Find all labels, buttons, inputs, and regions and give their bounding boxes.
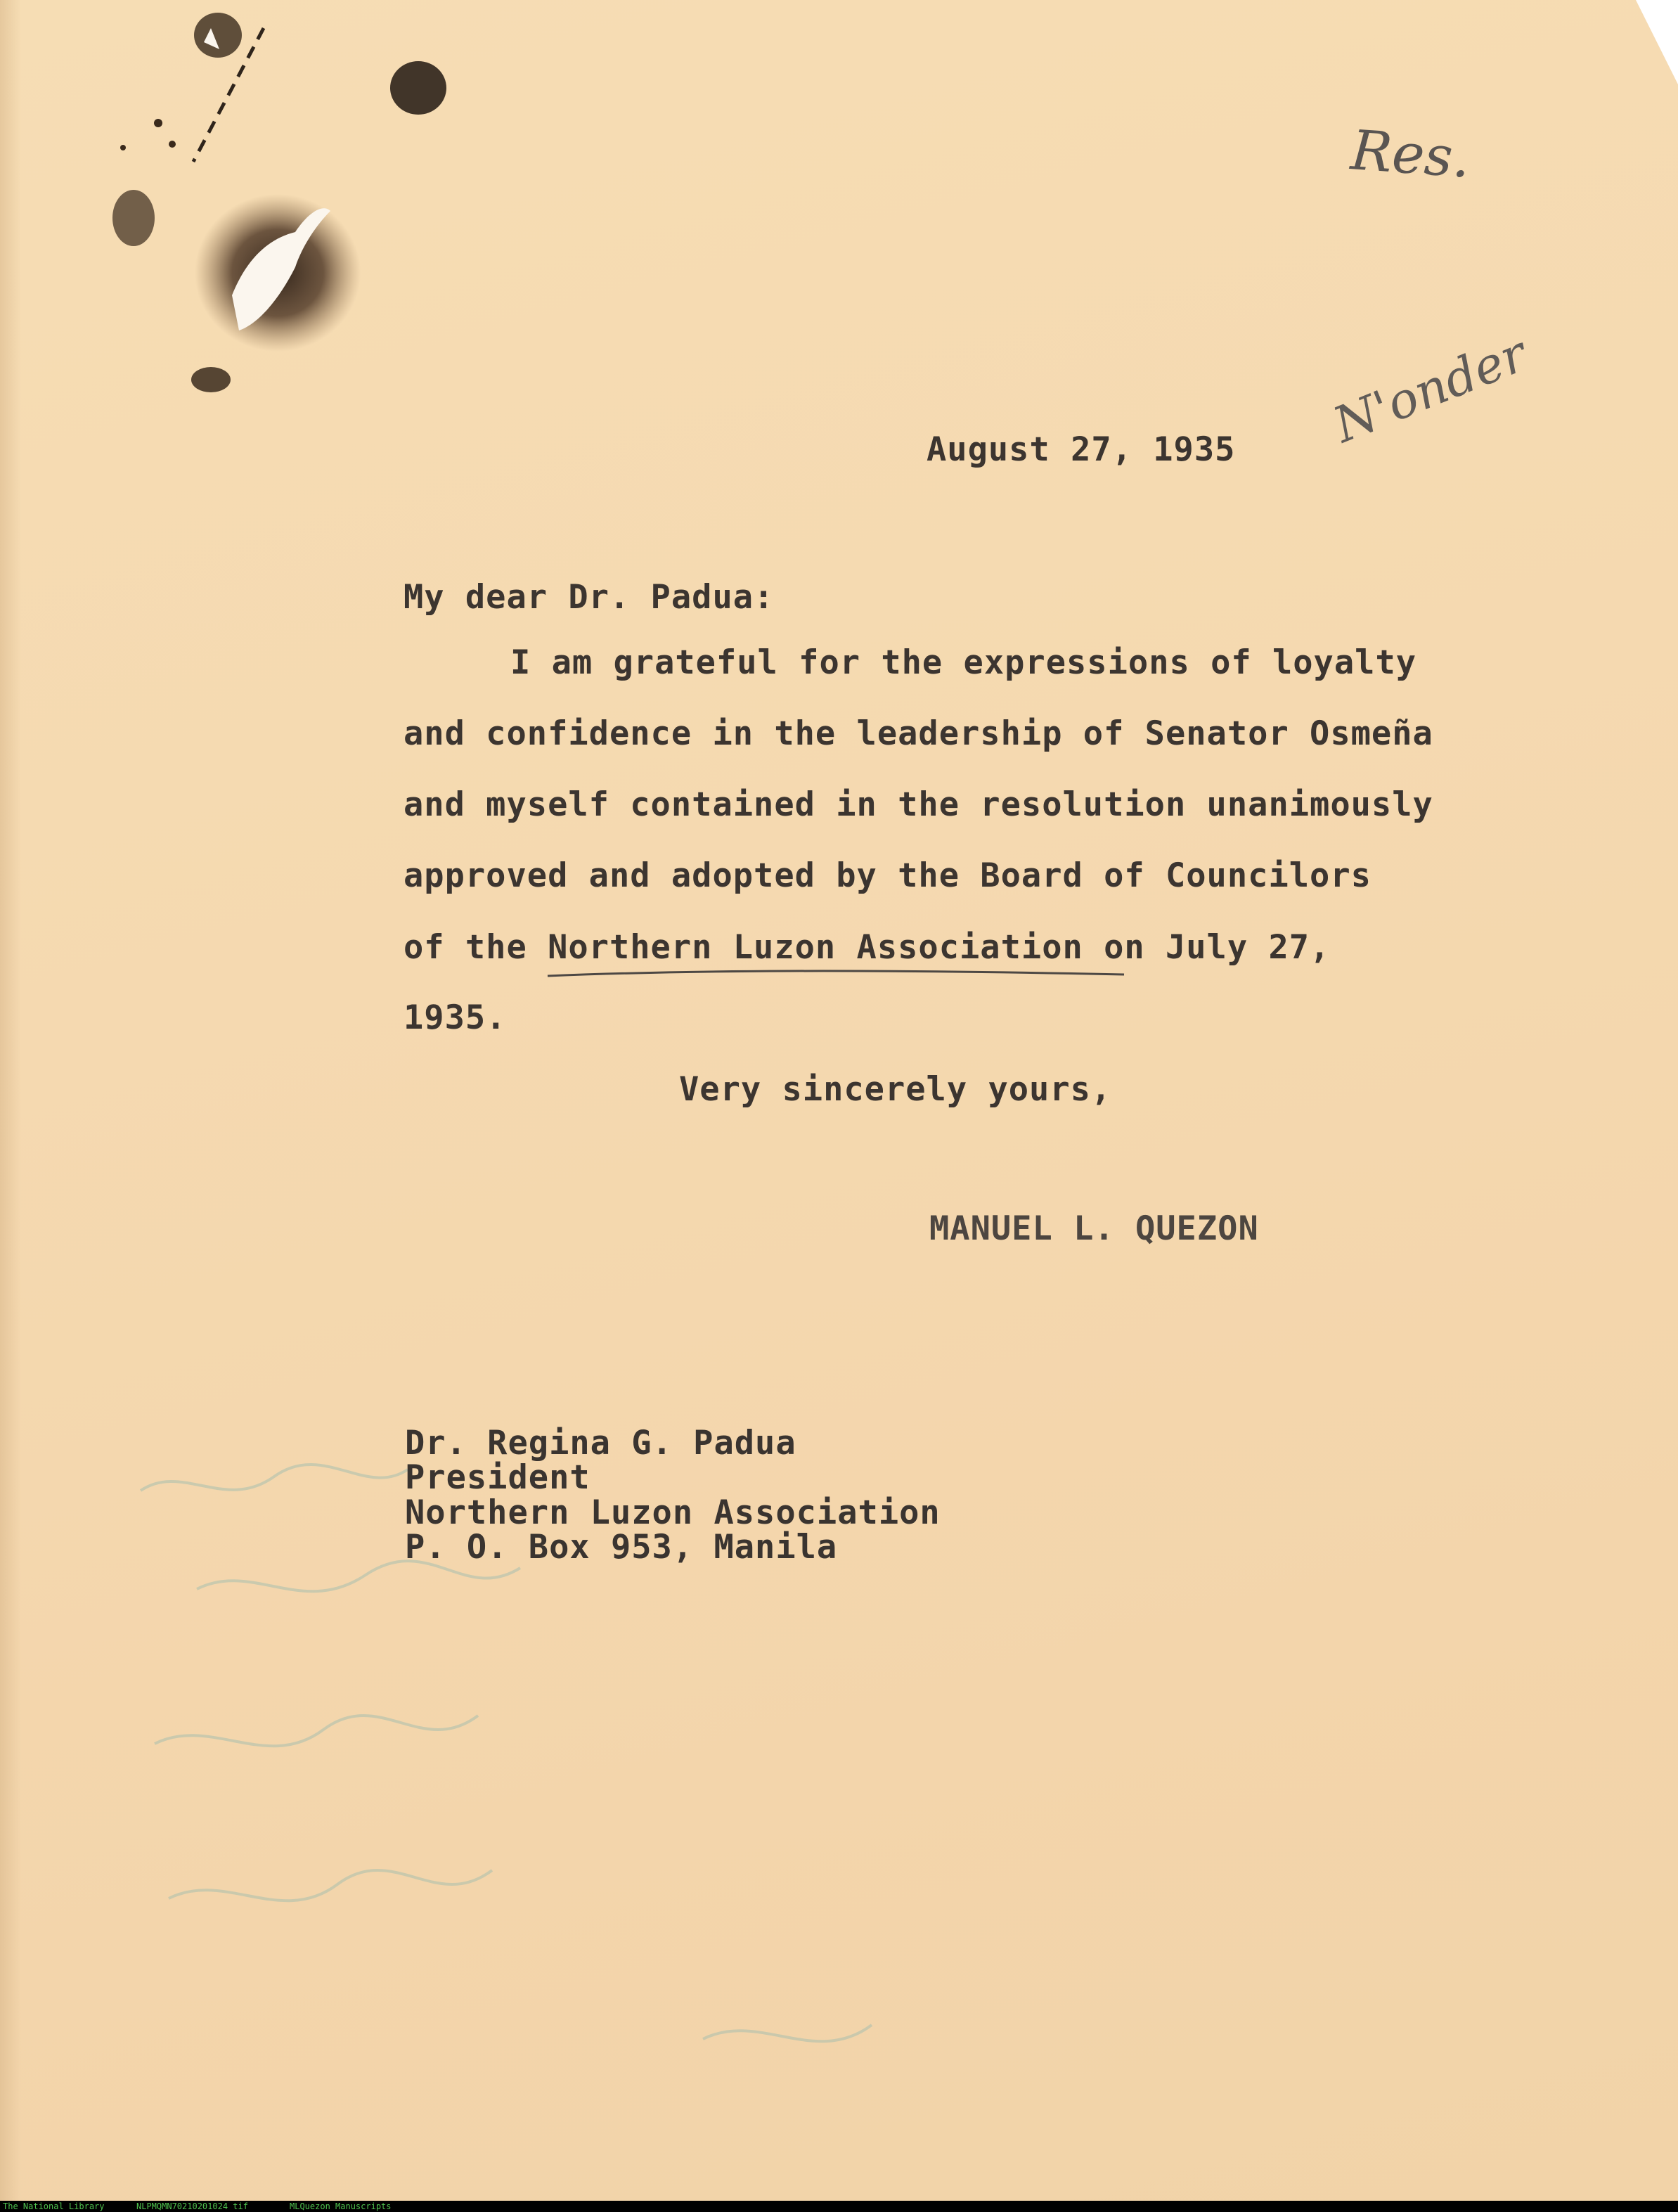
body-line-2: and confidence in the leadership of Senator Osmeña [404, 714, 1433, 753]
paper-torn-corner [1636, 0, 1678, 84]
closing: Very sincerely yours, [679, 1070, 1112, 1109]
recipient-name: Dr. Regina G. Padua [405, 1424, 796, 1462]
handwritten-note-res: Res. [1348, 119, 1473, 191]
faint-offset-writing [70, 1195, 1125, 2180]
handwritten-note-margin: N'onder [1325, 325, 1535, 454]
footer-collection: MLQuezon Manuscripts [290, 2201, 392, 2211]
footer-file: NLPMQMN70210201024 tif [136, 2201, 248, 2211]
body-line-4: approved and adopted by the Board of Councilors [404, 856, 1372, 895]
body-line-5: of the Northern Luzon Association on July 27, [404, 928, 1331, 967]
body-line-1 [404, 643, 1416, 682]
body-line-1-text: I am grateful for the expressions of loyalty [510, 643, 1417, 682]
handwritten-annotation [1322, 84, 1645, 478]
body-line-3: and myself contained in the resolution unanimously [404, 785, 1433, 824]
recipient-address: P. O. Box 953, Manila [405, 1528, 838, 1567]
footer-library: The National Library [3, 2201, 105, 2211]
recipient-title: President [405, 1458, 590, 1497]
body-line-6: 1935. [404, 998, 507, 1037]
handwritten-underline [544, 963, 1128, 984]
burn-stain [0, 0, 492, 436]
letter-date: August 27, 1935 [927, 430, 1236, 469]
scan-footer-bar [0, 2201, 1678, 2212]
salutation: My dear Dr. Padua: [404, 578, 775, 617]
recipient-organization: Northern Luzon Association [405, 1493, 941, 1532]
signature-name: MANUEL L. QUEZON [929, 1209, 1259, 1248]
